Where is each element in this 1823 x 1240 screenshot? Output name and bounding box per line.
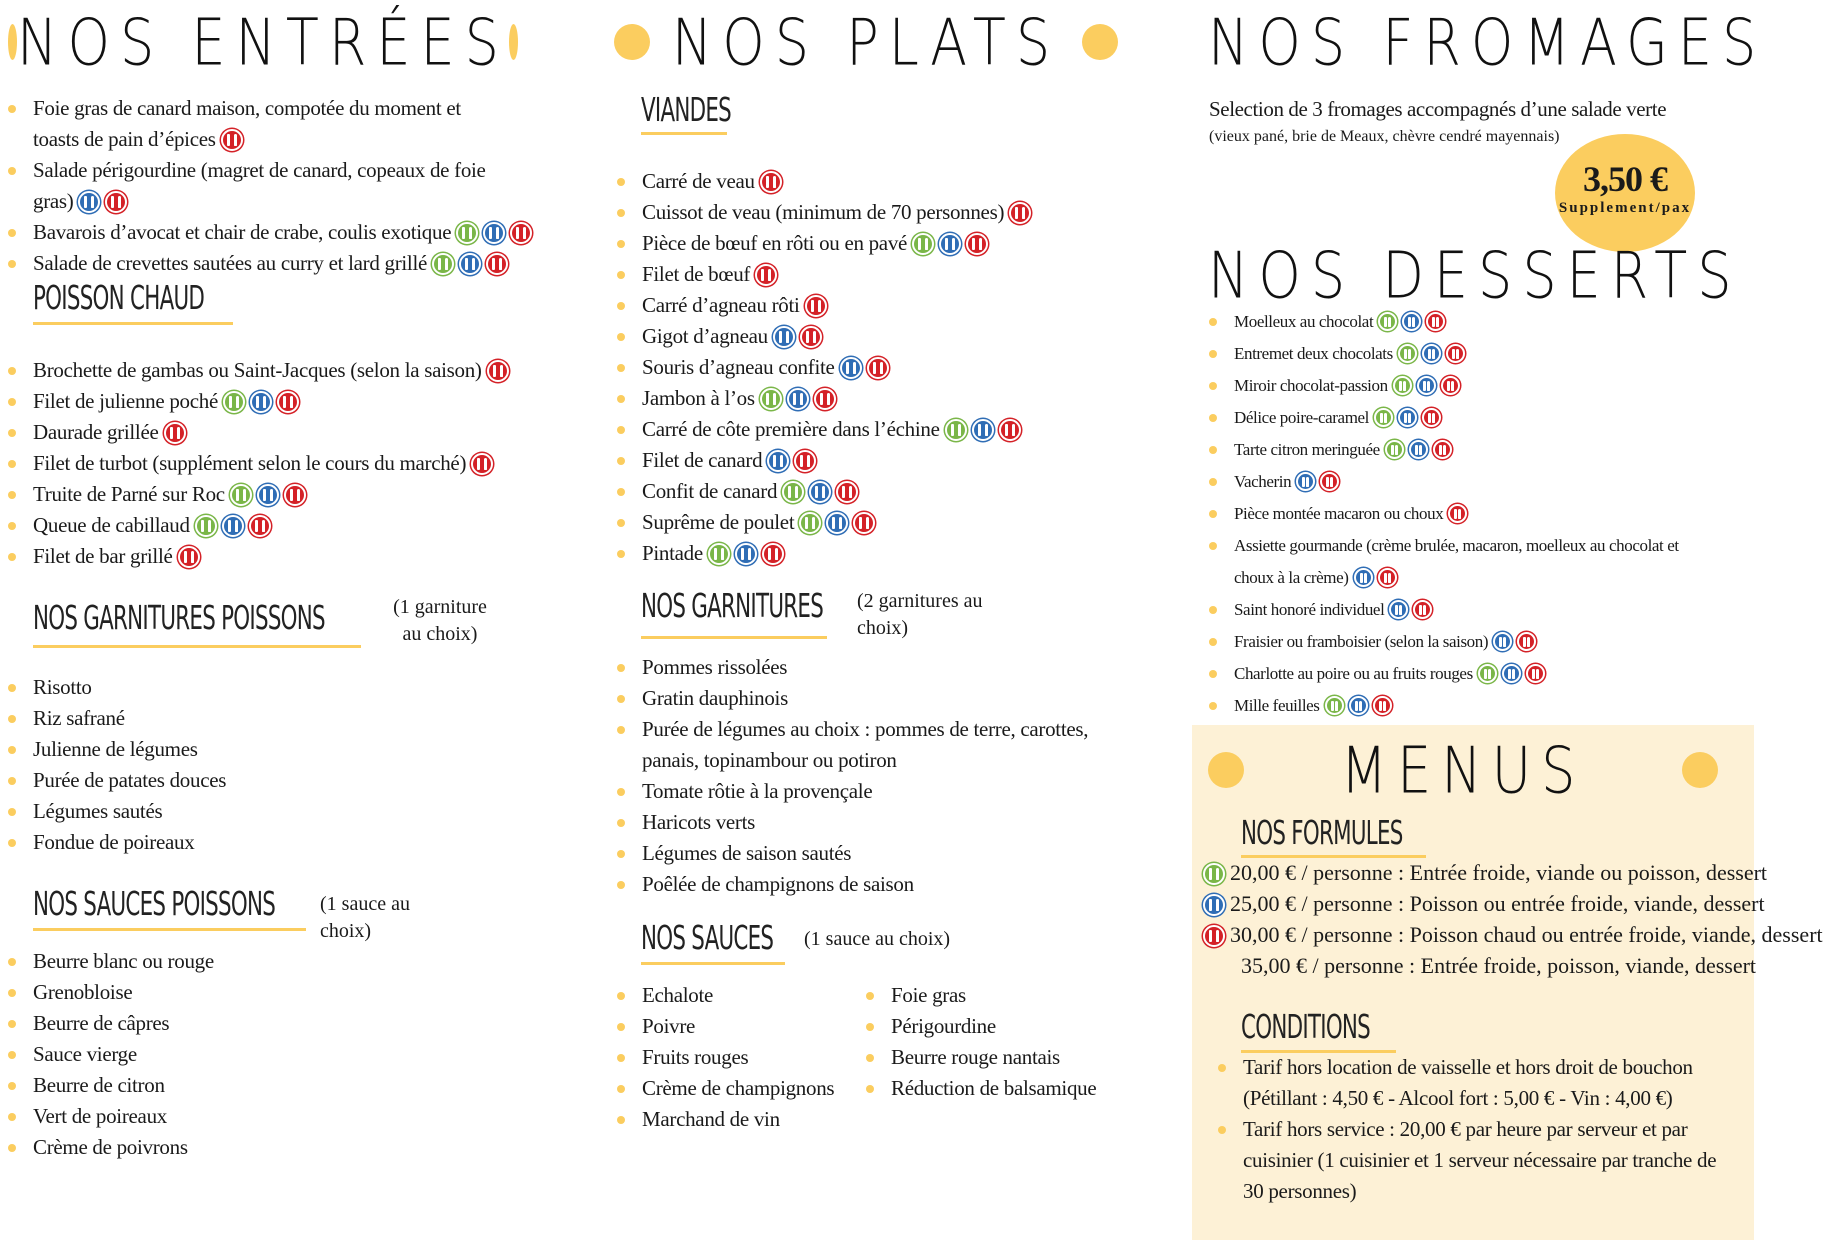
underline — [641, 132, 727, 135]
list-item — [1218, 1114, 1738, 1207]
green-cutlery-icon — [1378, 312, 1397, 331]
blue-cutlery-icon — [250, 391, 272, 413]
green-cutlery-icon — [945, 419, 967, 441]
item-label: Pièce montée macaron ou choux — [1234, 504, 1444, 523]
list-item — [1209, 402, 1701, 434]
list-item — [617, 383, 1117, 414]
red-cutlery-icon — [1433, 440, 1452, 459]
yellow-dot-icon — [614, 24, 650, 60]
item-label: Poivre — [642, 1014, 696, 1038]
list-item — [617, 321, 1117, 352]
item-label: Charlotte au poire ou au fruits rouges — [1234, 664, 1473, 683]
blue-cutlery-icon — [1402, 312, 1421, 331]
item-label: Bavarois d’avocat et chair de crabe, coulis exotique — [33, 220, 452, 244]
blue-cutlery-icon — [1203, 894, 1225, 916]
item-label: Salade de crevettes sautées au curry et lard grillé — [33, 251, 428, 275]
red-cutlery-icon — [762, 543, 784, 565]
blue-cutlery-icon — [1502, 664, 1521, 683]
blue-cutlery-icon — [1349, 696, 1368, 715]
list-item — [617, 652, 1117, 683]
list-item — [617, 445, 1117, 476]
red-cutlery-icon — [1526, 664, 1545, 683]
entrees-header — [8, 4, 518, 80]
item-label: Moelleux au chocolat — [1234, 312, 1374, 331]
blue-cutlery-icon — [809, 481, 831, 503]
list-item — [617, 197, 1117, 228]
list-item — [617, 538, 1117, 569]
list-item — [8, 217, 488, 248]
item-label: Grenobloise — [33, 980, 133, 1004]
green-cutlery-icon — [1374, 408, 1393, 427]
list-item — [1209, 338, 1701, 370]
red-cutlery-icon — [510, 222, 532, 244]
item-label: Tarif hors service : 20,00 € par heure par serveur et par cuisinier (1 cuisinier et 1 serveur nécessaire par tranche de 30 personnes) — [1243, 1117, 1717, 1203]
red-cutlery-icon — [1446, 344, 1465, 363]
list-item — [8, 1008, 488, 1039]
yellow-dot-icon — [1682, 752, 1718, 788]
green-cutlery-icon — [1398, 344, 1417, 363]
formule-row — [1203, 857, 1767, 888]
blue-cutlery-icon — [483, 222, 505, 244]
item-label: Légumes sautés — [33, 799, 163, 823]
red-cutlery-icon — [471, 453, 493, 475]
blue-cutlery-icon — [787, 388, 809, 410]
list-item — [617, 714, 1117, 776]
sauces-poissons-title: NOS SAUCES POISSONS — [33, 884, 276, 923]
sauces-list-right — [866, 980, 1126, 1104]
item-label: Souris d’agneau confite — [642, 355, 835, 379]
red-cutlery-icon — [277, 391, 299, 413]
blue-cutlery-icon — [78, 191, 100, 213]
green-cutlery-icon — [432, 253, 454, 275]
desserts-title: NOS DESSERTS — [1208, 237, 1742, 313]
item-label: Carré de côte première dans l’échine — [642, 417, 940, 441]
item-label: Poêlée de champignons de saison — [642, 872, 914, 896]
garnitures-list — [617, 652, 1117, 900]
item-label: Foie gras de canard maison, compotée du moment et toasts de pain d’épices — [33, 96, 461, 151]
list-item — [617, 290, 1117, 321]
red-cutlery-icon — [1373, 696, 1392, 715]
yellow-dot-icon — [1082, 24, 1118, 60]
item-label: Foie gras — [891, 983, 966, 1007]
red-cutlery-icon — [105, 191, 127, 213]
red-cutlery-icon — [1320, 472, 1339, 491]
green-cutlery-icon — [912, 233, 934, 255]
red-cutlery-icon — [249, 515, 271, 537]
plats-title: NOS PLATS — [671, 4, 1061, 80]
green-cutlery-icon — [708, 543, 730, 565]
blue-cutlery-icon — [972, 419, 994, 441]
item-label: Réduction de balsamique — [891, 1076, 1097, 1100]
item-label: Fondue de poireaux — [33, 830, 195, 854]
blue-cutlery-icon — [826, 512, 848, 534]
blue-cutlery-icon — [1398, 408, 1417, 427]
item-label: Tarif hors location de vaisselle et hors droit de bouchon (Pétillant : 4,50 € - Alcool fort : 5,00 € - Vin : 4,00 €) — [1243, 1055, 1693, 1110]
red-cutlery-icon — [284, 484, 306, 506]
item-label: Purée de légumes au choix : pommes de terre, carottes, panais, topinambour ou potiron — [642, 717, 1089, 772]
item-label: Gigot d’agneau — [642, 324, 768, 348]
list-item — [1209, 498, 1701, 530]
item-label: Filet de turbot (supplément selon le cours du marché) — [33, 451, 467, 475]
red-cutlery-icon — [836, 481, 858, 503]
list-item — [617, 776, 1117, 807]
red-cutlery-icon — [794, 450, 816, 472]
blue-cutlery-icon — [840, 357, 862, 379]
list-item — [866, 1042, 1126, 1073]
list-item — [8, 765, 488, 796]
red-cutlery-icon — [178, 546, 200, 568]
list-item — [617, 1042, 857, 1073]
fromages-header — [1208, 4, 1767, 80]
item-label: Gratin dauphinois — [642, 686, 788, 710]
list-item — [8, 510, 488, 541]
list-item — [1209, 594, 1701, 626]
list-item — [1209, 434, 1701, 466]
garnitures-poissons-list — [8, 672, 488, 858]
green-cutlery-icon — [782, 481, 804, 503]
underline — [33, 928, 306, 931]
poisson-chaud-title: POISSON CHAUD — [33, 278, 205, 317]
blue-cutlery-icon — [773, 326, 795, 348]
list-item — [617, 1073, 857, 1104]
formule-text: 20,00 € / personne : Entrée froide, viande ou poisson, dessert — [1230, 860, 1768, 885]
item-label: Filet de julienne poché — [33, 389, 218, 413]
list-item — [8, 827, 488, 858]
garnitures-poissons-note: (1 garniture au choix) — [393, 596, 487, 645]
list-item — [617, 166, 1117, 197]
item-label: Délice poire-caramel — [1234, 408, 1369, 427]
red-cutlery-icon — [1422, 408, 1441, 427]
item-label: Truite de Parné sur Roc — [33, 482, 225, 506]
fromages-price-badge — [1555, 134, 1695, 252]
list-item — [8, 977, 488, 1008]
item-label: Miroir chocolat-passion — [1234, 376, 1388, 395]
red-cutlery-icon — [814, 388, 836, 410]
list-item — [617, 869, 1117, 900]
green-cutlery-icon — [223, 391, 245, 413]
fromages-line2: (vieux pané, brie de Meaux, chèvre cendré mayennais) — [1209, 128, 1560, 145]
green-cutlery-icon — [1203, 863, 1225, 885]
list-item — [1209, 530, 1701, 594]
item-label: Crème de champignons — [642, 1076, 835, 1100]
item-label: Haricots verts — [642, 810, 756, 834]
fromages-line1: Selection de 3 fromages accompagnés d’une salade verte — [1209, 97, 1667, 121]
list-item — [617, 507, 1117, 538]
item-label: Assiette gourmande (crème brulée, macaron, moelleux au chocolat et choux à la crème) — [1234, 536, 1679, 587]
list-item — [1209, 658, 1701, 690]
list-item — [1209, 370, 1701, 402]
garnitures-poissons-title: NOS GARNITURES POISSONS — [33, 598, 325, 637]
green-cutlery-icon — [1393, 376, 1412, 395]
item-label: Confit de canard — [642, 479, 778, 503]
list-item — [1218, 1052, 1738, 1114]
item-label: Mille feuilles — [1234, 696, 1320, 715]
item-label: Daurade grillée — [33, 420, 159, 444]
list-item — [8, 1132, 488, 1163]
item-label: Jambon à l’os — [642, 386, 755, 410]
item-label: Fruits rouges — [642, 1045, 749, 1069]
sauces-poissons-note: (1 sauce au choix) — [320, 893, 410, 942]
menus-header — [1208, 732, 1718, 808]
formule-text: 30,00 € / personne : Poisson chaud ou entrée froide, viande, dessert — [1230, 922, 1823, 947]
red-cutlery-icon — [1441, 376, 1460, 395]
item-label: Fraisier ou framboisier (selon la saison) — [1234, 632, 1489, 651]
item-label: Saint honoré individuel — [1234, 600, 1385, 619]
list-item — [8, 248, 488, 279]
entrees-list — [8, 93, 488, 279]
item-label: Marchand de vin — [642, 1107, 780, 1131]
sauces-poissons-list — [8, 946, 488, 1163]
list-item — [8, 1039, 488, 1070]
list-item — [8, 541, 488, 572]
fromages-title: NOS FROMAGES — [1208, 4, 1767, 80]
viandes-title: VIANDES — [641, 90, 732, 129]
sauces-note: (1 sauce au choix) — [804, 928, 951, 950]
item-label: Tomate rôtie à la provençale — [642, 779, 873, 803]
item-label: Suprême de poulet — [642, 510, 795, 534]
red-cutlery-icon — [867, 357, 889, 379]
red-cutlery-icon — [1009, 202, 1031, 224]
blue-cutlery-icon — [459, 253, 481, 275]
item-label: Brochette de gambas ou Saint-Jacques (selon la saison) — [33, 358, 482, 382]
formule-row — [1203, 888, 1765, 919]
item-label: Filet de canard — [642, 448, 763, 472]
list-item — [8, 448, 488, 479]
red-cutlery-icon — [805, 295, 827, 317]
item-label: Vacherin — [1234, 472, 1292, 491]
list-item — [1209, 306, 1701, 338]
red-cutlery-icon — [755, 264, 777, 286]
green-cutlery-icon — [799, 512, 821, 534]
list-item — [8, 796, 488, 827]
green-cutlery-icon — [760, 388, 782, 410]
item-label: Filet de bar grillé — [33, 544, 173, 568]
yellow-dot-icon — [509, 24, 518, 60]
list-item — [8, 355, 488, 386]
list-item — [866, 1011, 1126, 1042]
sauces-title: NOS SAUCES — [641, 918, 774, 957]
red-cutlery-icon — [221, 129, 243, 151]
underline — [33, 322, 233, 325]
conditions-list — [1218, 1052, 1738, 1207]
formule-text: 35,00 € / personne : Entrée froide, poisson, viande, dessert — [1241, 953, 1757, 978]
yellow-dot-icon — [8, 24, 17, 60]
red-cutlery-icon — [800, 326, 822, 348]
item-label: Pintade — [642, 541, 703, 565]
formule-row — [1241, 950, 1756, 981]
item-label: Riz safrané — [33, 706, 125, 730]
red-cutlery-icon — [487, 360, 509, 382]
green-cutlery-icon — [230, 484, 252, 506]
underline — [33, 645, 361, 648]
red-cutlery-icon — [999, 419, 1021, 441]
red-cutlery-icon — [853, 512, 875, 534]
list-item — [8, 672, 488, 703]
item-label: Pièce de bœuf en rôti ou en pavé — [642, 231, 908, 255]
list-item — [617, 838, 1117, 869]
red-cutlery-icon — [1517, 632, 1536, 651]
item-label: Purée de patates douces — [33, 768, 227, 792]
list-item — [8, 417, 488, 448]
item-label: Beurre de citron — [33, 1073, 165, 1097]
blue-cutlery-icon — [735, 543, 757, 565]
item-label: Vert de poireaux — [33, 1104, 167, 1128]
conditions-title: CONDITIONS — [1241, 1007, 1371, 1046]
list-item — [8, 1101, 488, 1132]
blue-cutlery-icon — [1354, 568, 1373, 587]
list-item — [8, 734, 488, 765]
green-cutlery-icon — [1478, 664, 1497, 683]
red-cutlery-icon — [1413, 600, 1432, 619]
blue-cutlery-icon — [222, 515, 244, 537]
green-cutlery-icon — [456, 222, 478, 244]
red-cutlery-icon — [486, 253, 508, 275]
list-item — [866, 1073, 1126, 1104]
sauces-list-left — [617, 980, 857, 1135]
green-cutlery-icon — [195, 515, 217, 537]
item-label: Légumes de saison sautés — [642, 841, 852, 865]
item-label: Beurre rouge nantais — [891, 1045, 1060, 1069]
list-item — [617, 259, 1117, 290]
red-cutlery-icon — [760, 171, 782, 193]
blue-cutlery-icon — [1389, 600, 1408, 619]
formules-title: NOS FORMULES — [1241, 813, 1403, 852]
desserts-header — [1208, 237, 1742, 313]
list-item — [617, 1011, 857, 1042]
list-item — [617, 1104, 857, 1135]
poisson-chaud-list — [8, 355, 488, 572]
list-item — [8, 703, 488, 734]
red-cutlery-icon — [1203, 925, 1225, 947]
fromages-price: 3,50 € — [1583, 159, 1667, 199]
menus-title: MENUS — [1340, 732, 1586, 808]
garnitures-note: (2 garnitures au choix) — [857, 590, 983, 639]
item-label: Périgourdine — [891, 1014, 996, 1038]
list-item — [617, 228, 1117, 259]
blue-cutlery-icon — [767, 450, 789, 472]
item-label: Carré de veau — [642, 169, 755, 193]
list-item — [1209, 466, 1701, 498]
green-cutlery-icon — [1325, 696, 1344, 715]
formule-row — [1203, 919, 1823, 950]
blue-cutlery-icon — [939, 233, 961, 255]
item-label: Echalote — [642, 983, 714, 1007]
green-cutlery-icon — [1385, 440, 1404, 459]
red-cutlery-icon — [1448, 504, 1467, 523]
item-label: Cuissot de veau (minimum de 70 personnes) — [642, 200, 1005, 224]
entrees-title: NOS ENTRÉES — [17, 4, 509, 80]
blue-cutlery-icon — [1417, 376, 1436, 395]
list-item — [8, 479, 488, 510]
item-label: Filet de bœuf — [642, 262, 751, 286]
list-item — [8, 946, 488, 977]
garnitures-title: NOS GARNITURES — [641, 586, 824, 625]
underline — [641, 962, 785, 965]
blue-cutlery-icon — [1422, 344, 1441, 363]
list-item — [8, 93, 488, 155]
desserts-list — [1209, 306, 1701, 722]
item-label: Carré d’agneau rôti — [642, 293, 800, 317]
red-cutlery-icon — [1426, 312, 1445, 331]
red-cutlery-icon — [966, 233, 988, 255]
item-label: Queue de cabillaud — [33, 513, 190, 537]
red-cutlery-icon — [164, 422, 186, 444]
item-label: Tarte citron meringuée — [1234, 440, 1380, 459]
viandes-list — [617, 166, 1117, 569]
list-item — [617, 980, 857, 1011]
blue-cutlery-icon — [1409, 440, 1428, 459]
blue-cutlery-icon — [1296, 472, 1315, 491]
item-label: Beurre de câpres — [33, 1011, 170, 1035]
list-item — [1209, 690, 1701, 722]
list-item — [617, 683, 1117, 714]
list-item — [8, 386, 488, 417]
formule-text: 25,00 € / personne : Poisson ou entrée froide, viande, dessert — [1230, 891, 1765, 916]
item-label: Crème de poivrons — [33, 1135, 188, 1159]
plats-header — [614, 4, 1118, 80]
blue-cutlery-icon — [1493, 632, 1512, 651]
list-item — [617, 352, 1117, 383]
list-item — [1209, 626, 1701, 658]
underline — [641, 636, 827, 639]
list-item — [617, 807, 1117, 838]
list-item — [866, 980, 1126, 1011]
fromages-price-note: Supplement/pax — [1558, 200, 1692, 216]
item-label: Entremet deux chocolats — [1234, 344, 1393, 363]
red-cutlery-icon — [1378, 568, 1397, 587]
item-label: Julienne de légumes — [33, 737, 198, 761]
yellow-dot-icon — [1208, 752, 1244, 788]
list-item — [8, 1070, 488, 1101]
item-label: Pommes rissolées — [642, 655, 788, 679]
item-label: Risotto — [33, 675, 92, 699]
list-item — [617, 476, 1117, 507]
list-item — [8, 155, 488, 217]
blue-cutlery-icon — [257, 484, 279, 506]
item-label: Salade périgourdine (magret de canard, copeaux de foie gras) — [33, 158, 486, 213]
item-label: Sauce vierge — [33, 1042, 137, 1066]
item-label: Beurre blanc ou rouge — [33, 949, 214, 973]
list-item — [617, 414, 1117, 445]
